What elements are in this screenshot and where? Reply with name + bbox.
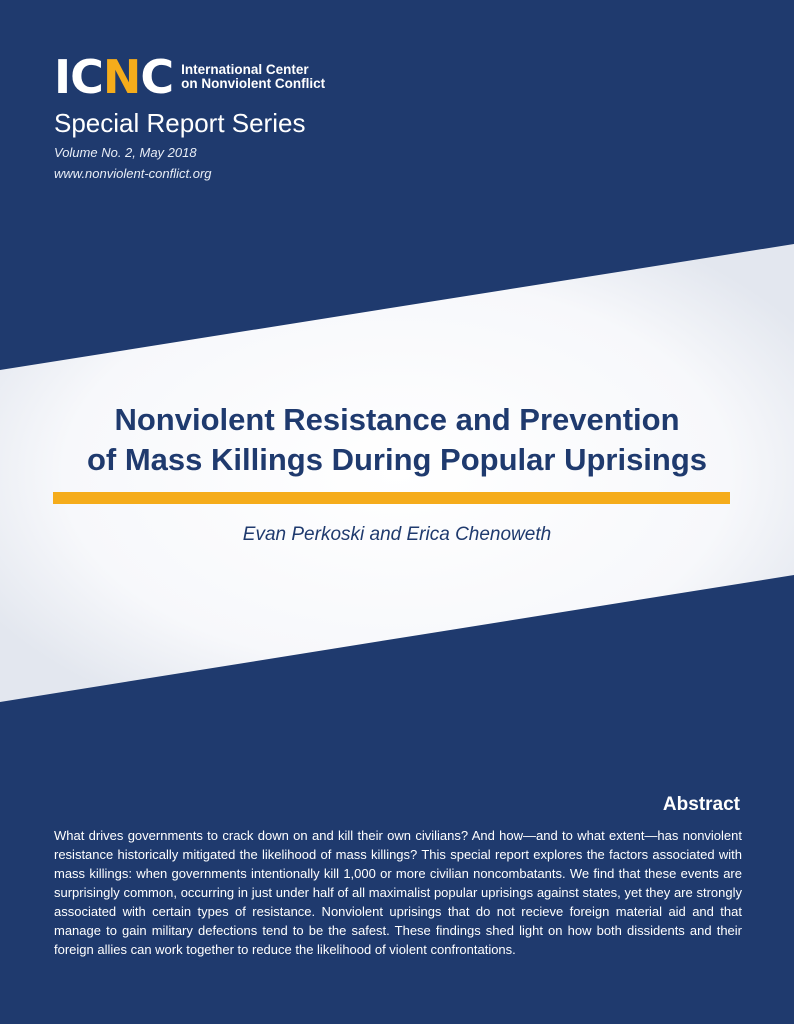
gold-divider (53, 492, 730, 504)
logo-name-line2: on Nonviolent Conflict (181, 76, 326, 91)
report-header (54, 50, 326, 181)
series-title: Special Report Series (54, 108, 306, 138)
logo-name-line1: International Center (181, 62, 309, 77)
logo-mark (54, 50, 174, 104)
icnc-logo (54, 50, 326, 104)
report-title-line1: Nonviolent Resistance and Prevention (114, 402, 680, 437)
logo-mark-n: N (102, 50, 141, 104)
volume-info: Volume No. 2, May 2018 (54, 145, 197, 160)
report-title (0, 400, 794, 480)
abstract-heading: Abstract (662, 794, 740, 815)
report-title-line2: of Mass Killings During Popular Uprisings (86, 442, 708, 477)
authors: Evan Perkoski and Erica Chenoweth (242, 524, 552, 545)
logo-mark-c: C (140, 50, 174, 104)
logo-organization-name (181, 63, 325, 91)
website-url: www.nonviolent-conflict.org (54, 166, 212, 181)
logo-mark-ic: IC (54, 50, 103, 104)
abstract-body: What drives governments to crack down on and kill their own civilians? And how—and to what extent—has nonviolent resistance historically mitigated the likelihood of mass killings? This special report explores the factors associated with mass killings: when governments intentionally kill 1,000 or more civilian noncombatants. We find that these events are surprisingly common, occurring in just under half of all maximalist popular uprisings against states, yet they are strongly associated with certain types of resistance. Nonviolent uprisings that do not recieve foreign material aid and that manage to gain military defections tend to be the safest. These findings shed light on how both dissidents and their foreign allies can work together to reduce the likelihood of violent confrontations. (54, 828, 742, 957)
